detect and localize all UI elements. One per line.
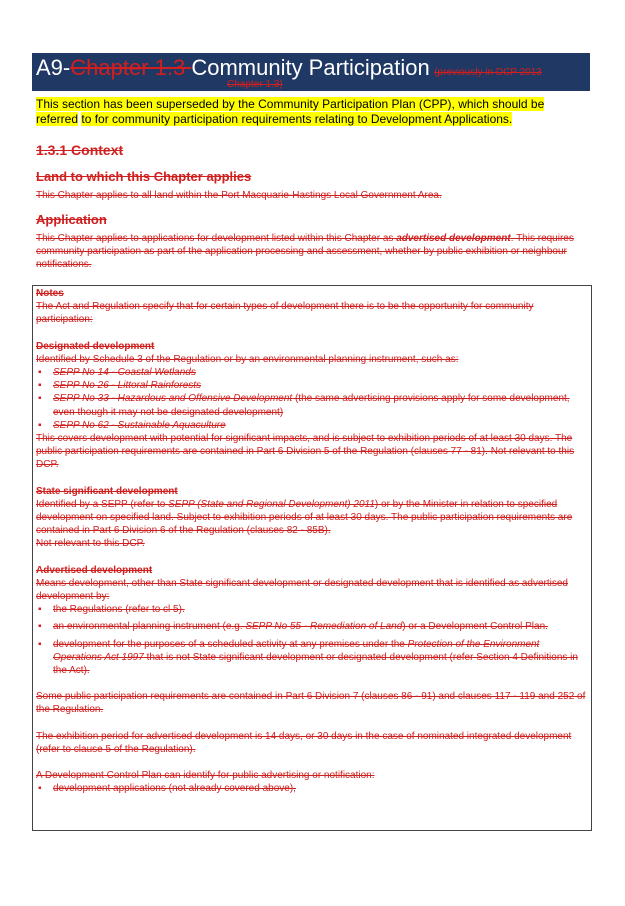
notes-heading: Notes bbox=[36, 288, 64, 299]
exhibition-period-text: The exhibition period for advertised development is 14 days, or 30 days in the case of nominated integrated development (refer to clause 5 of the Regulation). bbox=[36, 730, 572, 755]
designated-list bbox=[36, 366, 588, 432]
title-note-line1: (previously in DCP 2013 bbox=[434, 67, 542, 78]
advertised-heading: Advertised development bbox=[36, 564, 153, 576]
designated-text: This covers development with potential for significant impacts, and is subject to exhibition periods of at least 30 days. The public participation requirements are contained in Part 6 Division 5 of the Regulation (clauses 77 - 81). Not relevant to this DCP. bbox=[36, 433, 575, 471]
list-item: ▪ SEPP No 14 - Coastal Wetlands bbox=[36, 366, 588, 379]
title-note-line2: Chapter 1.3) bbox=[227, 79, 283, 90]
designated-heading: Designated development bbox=[36, 340, 155, 352]
list-item: ▪ development for the purposes of a scheduled activity at any premises under the Protection of the Environment Operations Act 1997 that is not State significant development or designated development (refer Section 4 Definitions in the Act). bbox=[36, 638, 588, 678]
application-heading: Application bbox=[36, 212, 107, 227]
list-item: ▪ SEPP No 33 - Hazardous and Offensive Development (the same advertising provisions apply for some development, even though it may not be designated development) bbox=[36, 392, 588, 418]
public-participation-text: Some public participation requirements are contained in Part 6 Division 7 (clauses 86 - 91) and clauses 117 - 119 and 252 of the Regulation. bbox=[36, 691, 586, 716]
title-deleted-chapter: Chapter 1.3 bbox=[70, 55, 192, 80]
section-title-bar bbox=[32, 53, 590, 91]
title-prefix: A9- bbox=[36, 55, 71, 80]
land-text: This Chapter applies to all land within the Port Macquarie-Hastings Local Government Area. bbox=[36, 190, 442, 201]
notes-content bbox=[36, 287, 588, 796]
state-text: Identified by a SEPP (refer to SEPP (State and Regional Development) 2011) or by the Minister in relation to specified development on specified land. Subject to exhibition periods of at least 30 days. The public participation requirements are contained in Part 6 Division 6 of the Regulation (clauses 82 - 85B). bbox=[36, 498, 573, 537]
dcp-list bbox=[36, 782, 588, 795]
state-heading: State significant development bbox=[36, 485, 178, 497]
section-title bbox=[36, 55, 542, 81]
state-not-relevant: Not relevant to this DCP. bbox=[36, 538, 145, 550]
application-text: This Chapter applies to applications for development listed within this Chapter as advertised development. This requires community participation as part of the application processing and assessment, whether by public exhibition or neighbour notifications. bbox=[36, 233, 574, 270]
notice-line1: This section has been superseded by the Community Participation Plan (CPP), which should be referred bbox=[36, 97, 545, 126]
advertised-intro: Means development, other than State significant development or designated development that is identified as advertised development by: bbox=[36, 577, 568, 603]
designated-intro: Identified by Schedule 3 of the Regulation or by an environmental planning instrument, such as: bbox=[36, 353, 459, 365]
list-item: ▪ the Regulations (refer to cl 5). bbox=[36, 603, 588, 616]
context-heading: 1.3.1 Context bbox=[36, 142, 124, 158]
advertised-list bbox=[36, 603, 588, 677]
land-heading: Land to which this Chapter applies bbox=[36, 169, 252, 184]
list-item: ▪ an environmental planning instrument (e.g. SEPP No 55 - Remediation of Land) or a Development Control Plan. bbox=[36, 620, 588, 633]
list-item: ▪ SEPP No 26 - Littoral Rainforests bbox=[36, 379, 588, 392]
list-item: ▪ development applications (not already covered above), bbox=[36, 782, 588, 795]
title-main: Community Participation bbox=[191, 55, 430, 80]
superseded-notice bbox=[36, 97, 586, 126]
notice-line2: to for community participation requirements relating to Development Applications. bbox=[81, 111, 513, 126]
list-item: ▪ SEPP No 62 - Sustainable Aquaculture bbox=[36, 419, 588, 432]
dcp-intro: A Development Control Plan can identify for public advertising or notification: bbox=[36, 770, 375, 782]
notes-intro: The Act and Regulation specify that for certain types of development there is to be the opportunity for community participation: bbox=[36, 301, 534, 326]
